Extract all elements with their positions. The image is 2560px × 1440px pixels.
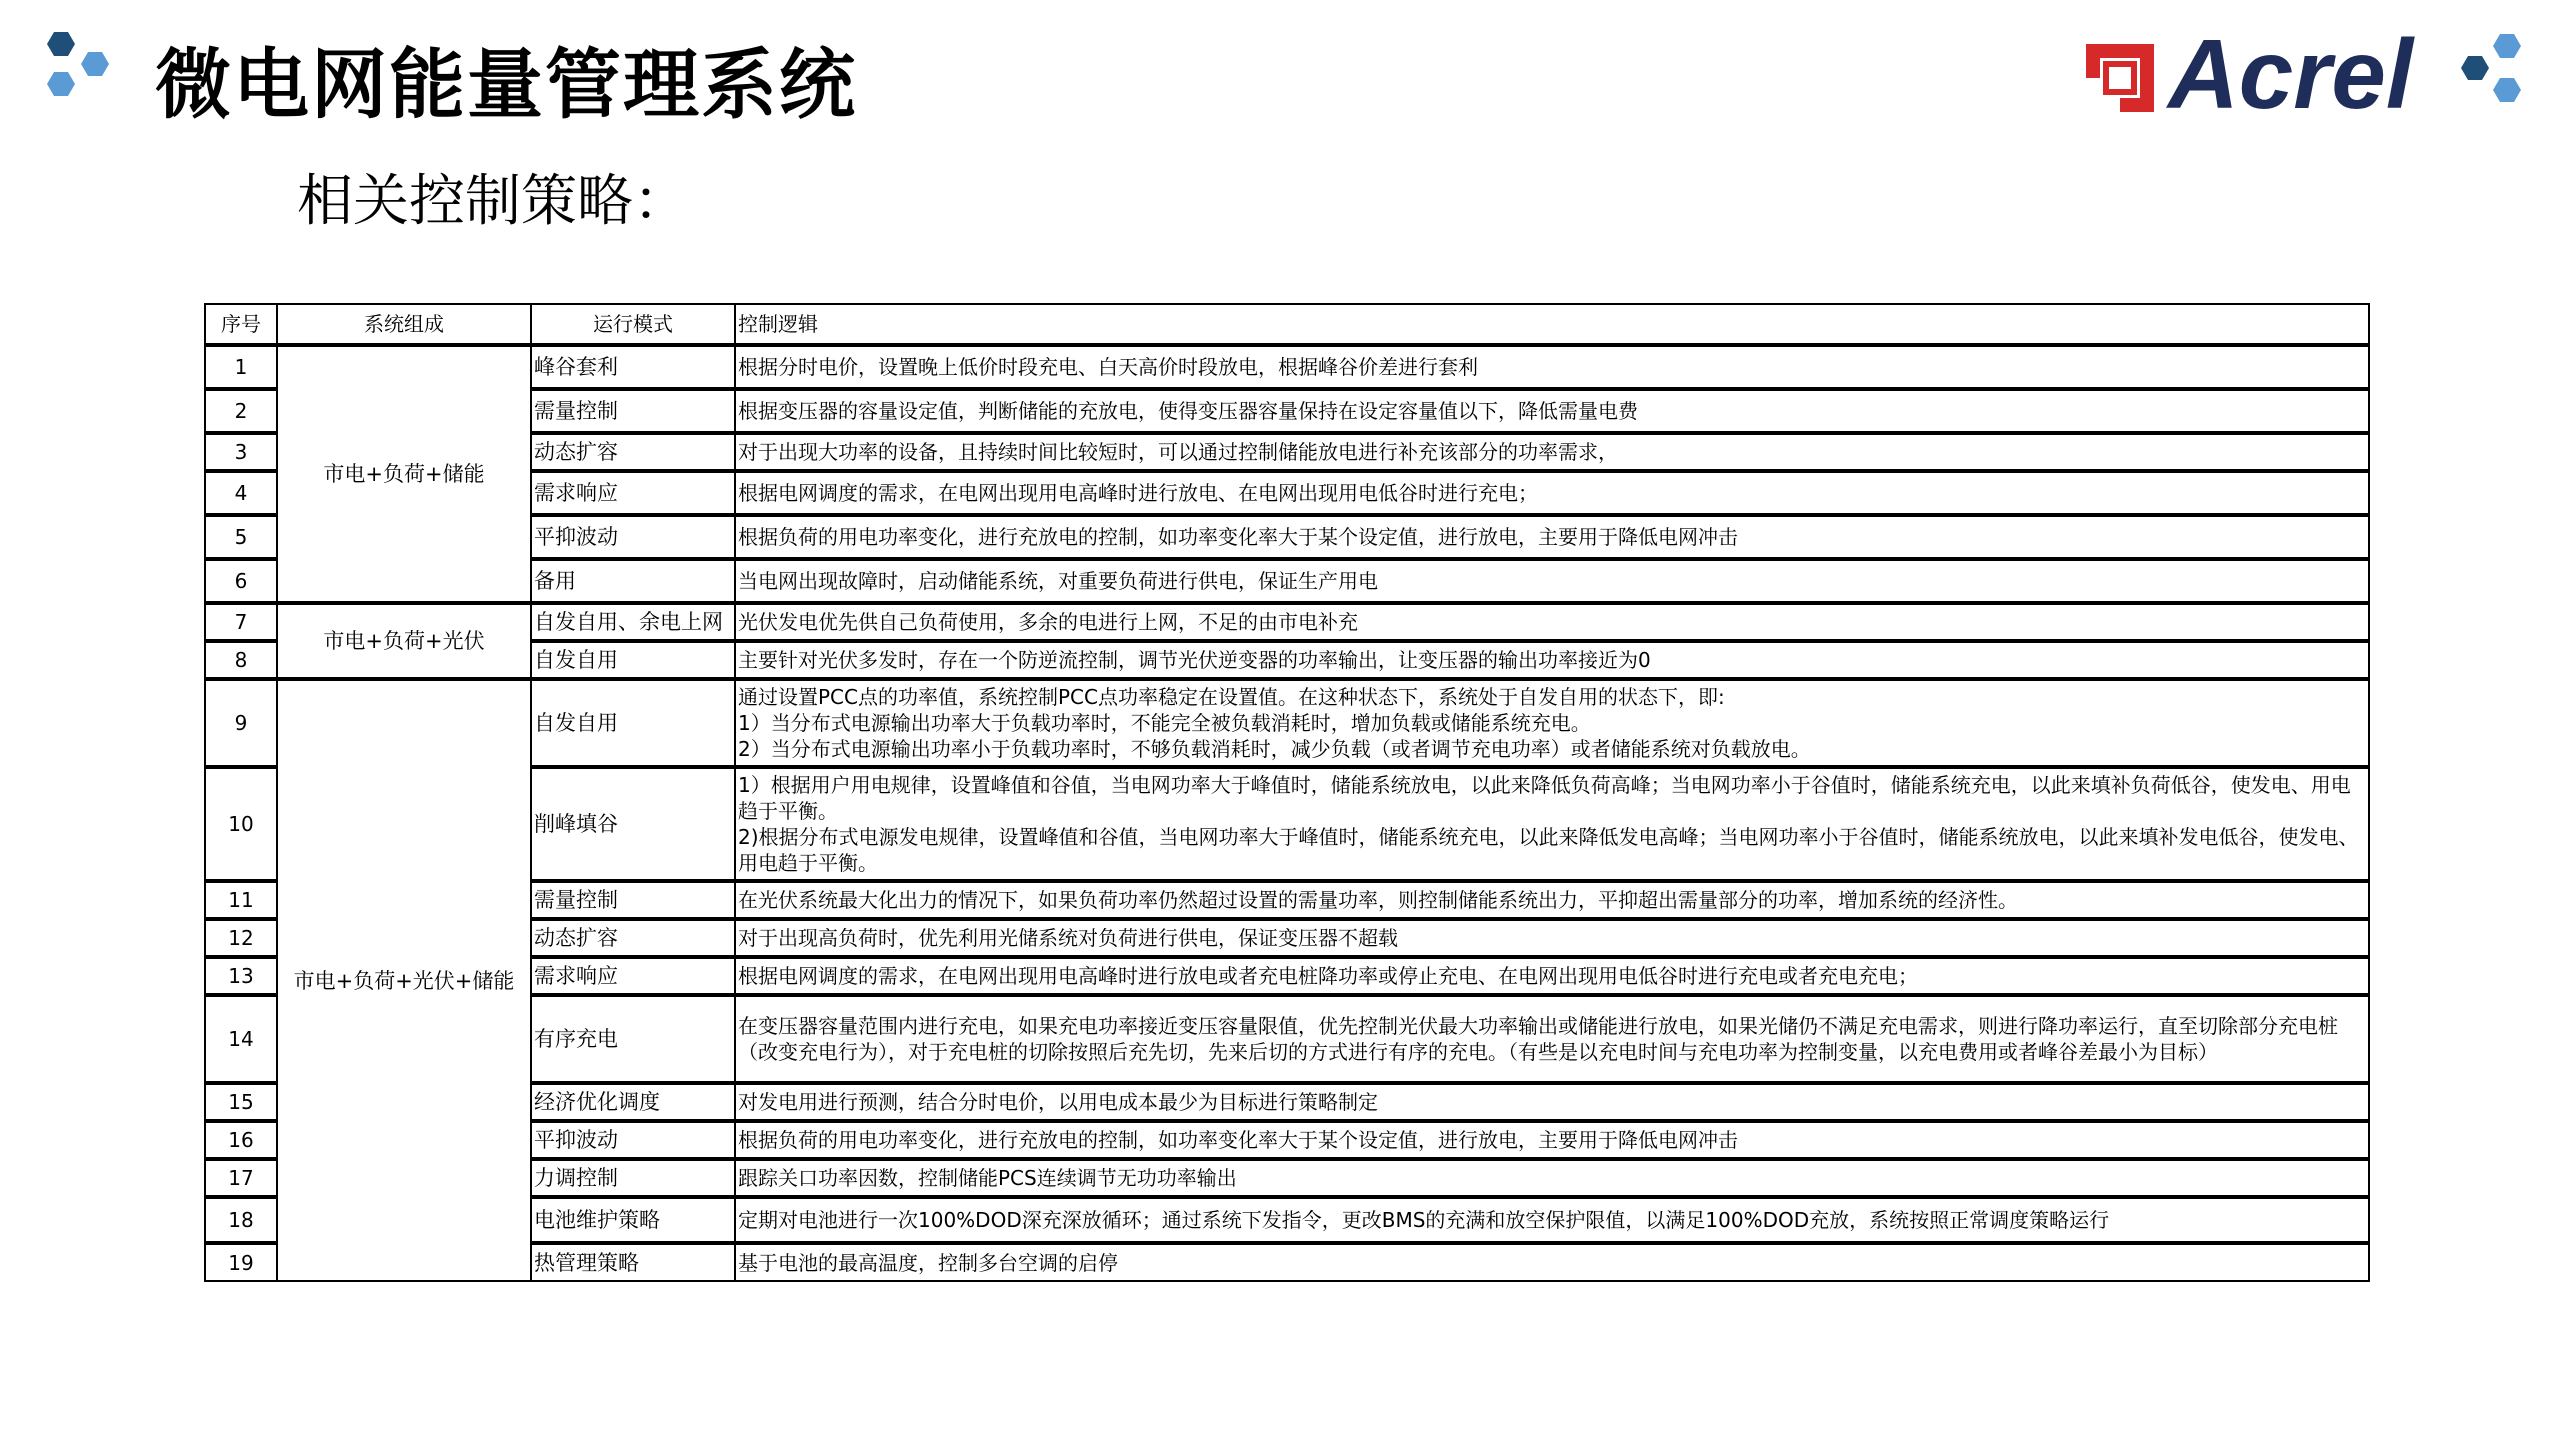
row-logic: 定期对电池进行一次100%DOD深充深放循环；通过系统下发指令，更改BMS的充满和放空保护限值，以满足100%DOD充放，系统按照正常调度策略运行 (735, 1197, 2369, 1243)
row-logic: 对于出现大功率的设备，且持续时间比较短时，可以通过控制储能放电进行补充该部分的功率需求， (735, 433, 2369, 471)
row-logic: 通过设置PCC点的功率值，系统控制PCC点功率稳定在设置值。在这种状态下，系统处于自发自用的状态下，即: 1）当分布式电源输出功率大于负载功率时，不能完全被负载消耗时，增加负载或储能系统充电。 2）当分布式电源输出功率小于负载功率时，不够负载消耗时，减少负载（或者调节充电功率）或者储能系统对负载放电。 (735, 679, 2369, 767)
hexagon-cluster-icon (36, 30, 116, 110)
row-index: 4 (205, 471, 277, 515)
header-logic: 控制逻辑 (735, 304, 2369, 345)
row-mode: 动态扩容 (531, 433, 735, 471)
row-index: 2 (205, 389, 277, 433)
row-mode: 有序充电 (531, 995, 735, 1083)
control-strategy-table (204, 303, 2368, 1282)
row-index: 6 (205, 559, 277, 603)
row-index: 1 (205, 345, 277, 389)
row-logic: 基于电池的最高温度，控制多台空调的启停 (735, 1243, 2369, 1281)
row-mode: 自发自用 (531, 679, 735, 767)
row-mode: 平抑波动 (531, 1121, 735, 1159)
row-index: 18 (205, 1197, 277, 1243)
acrel-mark-icon (2080, 38, 2160, 118)
row-index: 5 (205, 515, 277, 559)
row-logic: 1）根据用户用电规律，设置峰值和谷值，当电网功率大于峰值时，储能系统放电，以此来降低负荷高峰；当电网功率小于谷值时，储能系统充电，以此来填补负荷低谷，使发电、用电趋于平衡。 2)根据分布式电源发电规律，设置峰值和谷值，当电网功率大于峰值时，储能系统充电，以此来降低发电高峰；当电网功率小于谷值时，储能系统放电，以此来填补发电低谷，使发电、用电趋于平衡。 (735, 767, 2369, 881)
row-index: 9 (205, 679, 277, 767)
row-index: 16 (205, 1121, 277, 1159)
row-mode: 热管理策略 (531, 1243, 735, 1281)
row-mode: 经济优化调度 (531, 1083, 735, 1121)
row-mode: 力调控制 (531, 1159, 735, 1197)
table-row (205, 679, 2369, 767)
row-logic: 在光伏系统最大化出力的情况下，如果负荷功率仍然超过设置的需量功率，则控制储能系统出力，平抑超出需量部分的功率，增加系统的经济性。 (735, 881, 2369, 919)
row-mode: 需量控制 (531, 389, 735, 433)
row-index: 13 (205, 957, 277, 995)
table-row (205, 603, 2369, 641)
system-group: 市电+负荷+光伏+储能 (277, 679, 531, 1281)
row-mode: 备用 (531, 559, 735, 603)
row-logic: 根据电网调度的需求，在电网出现用电高峰时进行放电或者充电桩降功率或停止充电、在电网出现用电低谷时进行充电或者充电充电； (735, 957, 2369, 995)
row-index: 12 (205, 919, 277, 957)
row-mode: 需求响应 (531, 471, 735, 515)
row-mode: 电池维护策略 (531, 1197, 735, 1243)
hexagon-cluster-right-icon (2456, 32, 2532, 116)
row-mode: 峰谷套利 (531, 345, 735, 389)
system-group: 市电+负荷+储能 (277, 345, 531, 603)
row-mode: 削峰填谷 (531, 767, 735, 881)
row-index: 15 (205, 1083, 277, 1121)
row-logic: 对发电用进行预测，结合分时电价，以用电成本最少为目标进行策略制定 (735, 1083, 2369, 1121)
row-mode: 自发自用、余电上网 (531, 603, 735, 641)
row-index: 19 (205, 1243, 277, 1281)
table-row (205, 345, 2369, 389)
row-index: 11 (205, 881, 277, 919)
row-mode: 自发自用 (531, 641, 735, 679)
header-mode: 运行模式 (531, 304, 735, 345)
row-logic: 根据负荷的用电功率变化，进行充放电的控制，如功率变化率大于某个设定值，进行放电，主要用于降低电网冲击 (735, 515, 2369, 559)
row-mode: 平抑波动 (531, 515, 735, 559)
header-index: 序号 (205, 304, 277, 345)
row-index: 17 (205, 1159, 277, 1197)
logo-text: Acrel (2168, 19, 2414, 129)
row-logic: 光伏发电优先供自己负荷使用，多余的电进行上网，不足的由市电补充 (735, 603, 2369, 641)
system-group: 市电+负荷+光伏 (277, 603, 531, 679)
row-logic: 跟踪关口功率因数，控制储能PCS连续调节无功功率输出 (735, 1159, 2369, 1197)
row-logic: 主要针对光伏多发时，存在一个防逆流控制，调节光伏逆变器的功率输出，让变压器的输出功率接近为0 (735, 641, 2369, 679)
row-mode: 需量控制 (531, 881, 735, 919)
row-index: 14 (205, 995, 277, 1083)
header-group: 系统组成 (277, 304, 531, 345)
page-title: 微电网能量管理系统 (155, 40, 857, 129)
row-index: 8 (205, 641, 277, 679)
row-logic: 根据分时电价，设置晚上低价时段充电、白天高价时段放电，根据峰谷价差进行套利 (735, 345, 2369, 389)
row-mode: 需求响应 (531, 957, 735, 995)
section-subtitle: 相关控制策略： (297, 169, 689, 234)
row-logic: 对于出现高负荷时，优先利用光储系统对负荷进行供电，保证变压器不超载 (735, 919, 2369, 957)
row-logic: 根据负荷的用电功率变化，进行充放电的控制，如功率变化率大于某个设定值，进行放电，主要用于降低电网冲击 (735, 1121, 2369, 1159)
row-index: 10 (205, 767, 277, 881)
row-logic: 在变压器容量范围内进行充电，如果充电功率接近变压容量限值，优先控制光伏最大功率输出或储能进行放电，如果光储仍不满足充电需求，则进行降功率运行，直至切除部分充电桩（改变充电行为），对于充电桩的切除按照后充先切，先来后切的方式进行有序的充电。（有些是以充电时间与充电功率为控制变量，以充电费用或者峰谷差最小为目标） (735, 995, 2369, 1083)
row-index: 3 (205, 433, 277, 471)
acrel-logo (2080, 19, 2540, 129)
row-index: 7 (205, 603, 277, 641)
row-logic: 当电网出现故障时，启动储能系统，对重要负荷进行供电，保证生产用电 (735, 559, 2369, 603)
row-logic: 根据电网调度的需求，在电网出现用电高峰时进行放电、在电网出现用电低谷时进行充电； (735, 471, 2369, 515)
table-header-row (205, 304, 2369, 345)
row-logic: 根据变压器的容量设定值，判断储能的充放电，使得变压器容量保持在设定容量值以下，降低需量电费 (735, 389, 2369, 433)
row-mode: 动态扩容 (531, 919, 735, 957)
